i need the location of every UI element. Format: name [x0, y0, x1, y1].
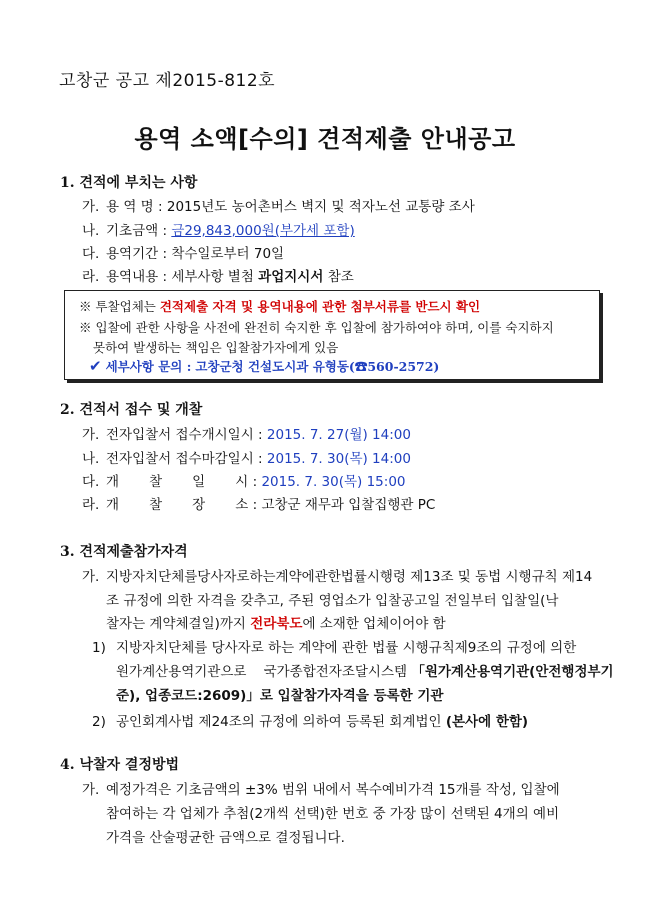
section3-sub2: [92, 710, 528, 730]
checkmark-icon: ✔: [89, 357, 102, 375]
item-label: 전자입찰서 접수마감일시: [106, 451, 254, 467]
section1-heading: 1. 견적에 부치는 사항: [60, 175, 198, 191]
item-separator: :: [252, 474, 258, 490]
item-marker: 가.: [82, 427, 100, 443]
item-marker: 다.: [82, 246, 100, 262]
item-marker: 가.: [82, 569, 100, 585]
section1-item-d: [82, 265, 354, 285]
region-highlight: 전라북도: [250, 616, 303, 632]
section1-item-b: [82, 219, 355, 239]
section2-item-d: [82, 493, 435, 513]
section2-heading: 2. 견적서 접수 및 개찰: [60, 402, 203, 418]
item-value: 착수일로부터 70일: [171, 246, 285, 262]
notice-number: 고창군 공고 제2015-812호: [59, 71, 276, 91]
item-label: 전자입찰서 접수개시일시: [106, 427, 254, 443]
section3-item-a-line2: 조 규정에 의한 자격을 갖추고, 주된 영업소가 입찰공고일 전일부터 입찰일(낙: [106, 593, 559, 609]
item-marker: 가.: [82, 199, 100, 215]
section2-item-b: [82, 447, 411, 467]
item-marker: 다.: [82, 474, 100, 490]
contact-label: 세부사항 문의 :: [105, 359, 192, 374]
eligibility-text: 지방자치단체를당사자로하는계약에관한법률시행령 제13조 및 동법 시행규칙 제14: [106, 569, 593, 585]
notice-box: [64, 290, 600, 380]
section3-sub1-line1: [92, 636, 576, 656]
sub1-text-bold: 「원가계산용역기관(안전행정부기: [411, 664, 614, 680]
item-separator: :: [252, 497, 258, 513]
item-label: 용 역 명: [106, 199, 154, 215]
section4-heading: 4. 낙찰자 결정방법: [60, 757, 180, 773]
item-value-post: 참조: [327, 269, 354, 285]
eligibility-text-post: 에 소재한 업체이어야 함: [302, 616, 446, 632]
section3-sub1-line2: [116, 660, 614, 680]
sub2-text-bold: (본사에 한함): [445, 714, 529, 730]
section4-line2: 참여하는 각 업체가 추첨(2개씩 선택)한 번호 중 가장 많이 선택된 4개의 예비: [106, 806, 560, 822]
base-amount-value: 금29,843,000원(부가세 포함): [171, 223, 355, 239]
section3-heading: 3. 견적제출참가자격: [60, 544, 188, 560]
item-separator: :: [162, 269, 168, 285]
sub-marker: 1): [92, 640, 106, 656]
sub2-text: 공인회계사법 제24조의 규정에 의하여 등록된 회계법인: [116, 714, 442, 730]
item-marker: 나.: [82, 451, 100, 467]
item-separator: :: [258, 451, 263, 467]
sub-marker: 2): [92, 714, 106, 730]
item-marker: 라.: [82, 269, 100, 285]
section1-item-a: [82, 195, 475, 215]
section1-item-c: [82, 242, 284, 262]
item-value: 고창군 재무과 입찰집행관 PC: [261, 497, 436, 513]
award-text: 예정가격은 기초금액의 ±3% 범위 내에서 복수예비가격 15개를 작성, 입찰에: [106, 782, 560, 798]
item-label: 용역내용: [106, 269, 159, 285]
sub1-text: 지방자치단체를 당사자로 하는 계약에 관한 법률 시행규칙제9조의 규정에 의한: [116, 640, 577, 656]
section4-line1: [82, 778, 560, 798]
item-value: 2015년도 농어촌버스 벽지 및 적자노선 교통량 조사: [166, 199, 475, 215]
item-label: 기초금액: [106, 223, 159, 239]
section2-item-c: [82, 470, 406, 490]
eligibility-text-pre: 찰자는 계약체결일)까지: [106, 616, 246, 632]
item-value: 2015. 7. 30(목) 14:00: [266, 451, 411, 467]
section2-item-a: [82, 423, 411, 443]
item-value: 2015. 7. 27(월) 14:00: [266, 427, 411, 443]
notice-contact: [89, 357, 439, 375]
section3-sub1-line3: 준), 업종코드:2609)」로 입찰참가자격을 등록한 기관: [116, 688, 444, 704]
notice-line-1-prefix: ※ 투찰업체는: [79, 299, 156, 314]
item-separator: :: [258, 427, 263, 443]
item-value: 2015. 7. 30(목) 15:00: [261, 474, 406, 490]
item-value-bold: 과업지시서: [258, 269, 324, 285]
notice-line-1-warning: 견적제출 자격 및 용역내용에 관한 첨부서류를 반드시 확인: [159, 299, 481, 314]
item-label: 개 찰 장 소: [106, 497, 249, 513]
section4-line3: 가격을 산술평균한 금액으로 결정됩니다.: [106, 830, 345, 846]
notice-line-1: [79, 297, 480, 315]
section3-item-a-line3: [106, 612, 446, 632]
item-separator: :: [158, 199, 163, 215]
item-value-pre: 세부사항 별첨: [171, 269, 254, 285]
item-label: 개 찰 일 시: [106, 474, 249, 490]
item-marker: 라.: [82, 497, 100, 513]
sub1-text-pre: 원가계산용역기관으로 국가종합전자조달시스템: [116, 664, 408, 680]
item-separator: :: [162, 246, 168, 262]
item-marker: 가.: [82, 782, 100, 798]
item-marker: 나.: [82, 223, 100, 239]
contact-value: 고창군청 건설도시과 유형동(☎560-2572): [195, 359, 440, 374]
page-title: 용역 소액[수의] 견적제출 안내공고: [134, 125, 516, 153]
notice-line-3: 못하여 발생하는 책임은 입찰참가자에게 있음: [93, 340, 339, 355]
item-label: 용역기간: [106, 246, 159, 262]
item-separator: :: [162, 223, 168, 239]
section3-item-a-line1: [82, 565, 592, 585]
notice-line-2: ※ 입찰에 관한 사항을 사전에 완전히 숙지한 후 입찰에 참가하여야 하며, 이를 숙지하지: [79, 320, 554, 335]
